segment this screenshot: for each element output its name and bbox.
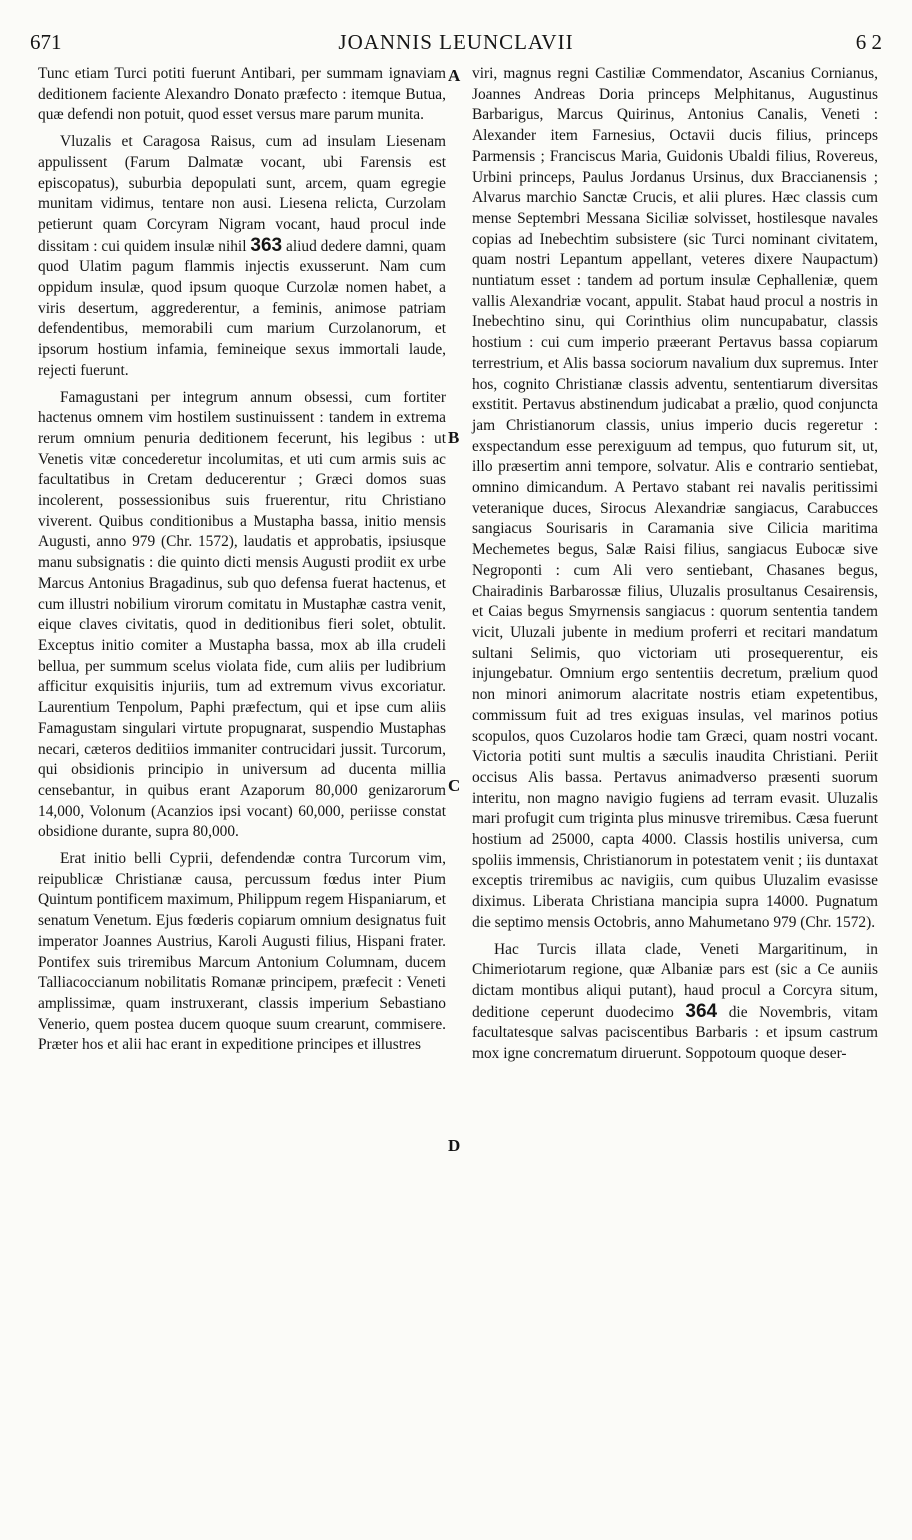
marginal-number-364: 364: [685, 1000, 718, 1022]
running-title: JOANNIS LEUNCLAVII: [338, 30, 574, 54]
paragraph-text: Hac Turcis illata clade, Veneti Margaritinum, in Chimeriotarum regione, quæ Albaniæ pars est (sic a Ce auniis dictam montibus aliqui putant), haud procul a Corcyra situm, deditione ceperunt duodecimo: [472, 940, 878, 1021]
paragraph-viri: viri, magnus regni Castiliæ Commendator, Ascanius Cornianus, Joannes Andreas Doria princeps Melphitanus, Augustinus Barbarigus, Marcus Quirinus, Antonius Canalis, Veneti : Alexander item Farnesius, Octavii ducis filius, princeps Parmensis ; Franciscus Maria, Guidonis Ubaldi filius, Rovereus, Urbini princeps, Paulus Jordanus Ursinus, dux Braccianensis ; Alvarus marchio Sanctæ Crucis, et alii plures. Hæc classis cum mense Septembri Messana Siciliæ solvisset, hostilesque navales copias ad Inebechtim subsistere (sic Turci nominant civitatem, quam nostri Lepantum appellant, veteres dixere Naupactum) nuntiatum esset : tandem ad portum insulæ Cephalleniæ, quem vallis Alexandriæ vocant, appulit. Stabat haud procul a nostris in Inebechtino sinu, qui Corinthius olim nuncupabatur, classis hostium : cui cum imperio præerant Pertavus bassa copiarum terrestrium, et Alis bassa sociorum navalium dux supremus. Inter hos, cognito Christianæ classis adventu, sententiarum diversitas exstitit. Pertavus abstinendum judicabat a prælio, quod conjuncta jam Christianorum classis, unius imperio ducis regeretur : exspectandum esse perexiguum ad tempus, quo futurum sit, ut, illo præsertim anni tempore, solvatur. Alis e contrario sentiebat, omnino dimicandum. A Pertavo stabant rei navalis peritissimi veteranique duces, Sirocus Alexandriæ sangiacus, Carabucces sangiacus Sourisaris in Caramania sive Cilicia maritima Mechemetes begus, Salæ Raisi filius, sangiacus Eubocæ sive Negroponti : cum Ali vero sentiebant, Chasanes begus, Chairadinis Barbarossæ filius, Uluzalis prosultanus Cesairensis, et Caias begus Smyrnensis sangiacus : quorum sententia tandem vicit, Uluzali jubente in medium proferri et recitari mandatum sultani Selimis, quo victoriam uti prosequerentur, eis injungebatur. Omnium ergo sententiis decretum, prælium quod non minori animorum alacritate nostris etiam expetentibus, commissum fuit ad tres exiguas insulas, vel marinos potius scopulos, quos Cuzolaros hodie tam Græci, quam nostri vocant. Victoria potiti sunt multis a sæculis inaudita Christiani. Periit occisus Alis bassa. Pertavus animadverso præsenti suorum interitu, non magno navigio fugiens ad terram evasit. Uluzalis mari profugit cum triginta plus minusve triremibus. Cæsa fuerunt hostium ad 25000, capta 4000. Classis hostilis universa, cum spoliis immensis, Christianorum in potestatem venit ; iis duntaxat exceptis triremibus ac navigiis, cum quibus Uluzalim evasisse diximus. Liberata Christiana mancipia supra 14000. Pugnatum die septimo mensis Octobris, anno Mahumetano 979 (Chr. 1572).: [472, 65, 878, 931]
right-column: [472, 64, 878, 1065]
margin-letter-c: C: [448, 776, 461, 795]
paragraph-text: die Novembris, vitam facultatesque salvas paciscentibus Barbaris : et ipsum castrum mox igne concrematum diruerunt. Soppotoum quoque deser-: [472, 1003, 878, 1063]
paragraph-foedus: Erat initio belli Cyprii, defendendæ contra Turcorum vim, reipublicæ Christianæ causa, percussum fœdus inter Pium Quintum pontificem maximum, Philippum regem Hispaniarum, et senatum Venetum. Ejus fœderis copiarum omnium designatus fuit imperator Joannes Austrius, Karoli Augusti filius, Hispani frater. Pontifex suis triremibus Marcum Antonium Columnam, ducem Talliacoccianum nobilitatis Romanæ principem, præfecit : Veneti amplissimæ, quam instruxerant, classis imperium Sebastiano Venerio, quem postea ducem quoque suum crearunt, commisere. Præter hos et alii hac erant in expeditione principes et illustres: [38, 850, 446, 1054]
running-header: [30, 30, 882, 58]
page-number-left: 671: [30, 30, 62, 54]
paragraph-margaritinum: [472, 940, 878, 1065]
paragraph-text: Vluzalis et Caragosa Raisus, cum ad insulam Liesenam appulissent (Farum Dalmatæ vocant, ubi Farensis est episcopatus), suburbia depopulati sunt, arcem, quam egregie munitam vidimus, tentare non ausi. Liesena relicta, Curzolam petierunt quam Corcyram Nigram vocant, haud procul inde dissitam : cui quidem insulæ nihil: [38, 133, 446, 255]
margin-letter-d: D: [448, 1136, 461, 1155]
marginal-number-363: 363: [250, 234, 283, 256]
margin-letter-a: A: [448, 66, 461, 85]
paragraph-antibari: Tunc etiam Turci potiti fuerunt Antibari, per summam ignaviam deditionem faciente Alexandro Donato præfecto : itemque Butua, quæ defendi non potuit, quod esset versus mare parum munita.: [38, 65, 446, 124]
paragraph-famagustani: Famagustani per integrum annum obsessi, cum fortiter hactenus omnem vim hostilem sustinuissent : tandem in extrema rerum omnium penuria deditionem fecerunt, his legibus : ut Venetis vitæ concederetur incolumitas, et uti cum armis suis ac facultatibus in Cretam deducerentur ; Græci domos suas incolerent, possessionibus suis fruerentur, ritu Christiano viverent. Quibus conditionibus a Mustapha bassa, initio mensis Augusti, anno 979 (Chr. 1572), laudatis et approbatis, ipsiusque manu subsignatis : die quinto dicti mensis Augusti prodiit ex urbe Marcus Antonius Bragadinus, sub quo defensa fuerat hactenus, et cum illustri nobilium virorum comitatu in Mustaphæ castra venit, eique claves civitatis, quod in deditionibus fieri solet, obtulit. Exceptus initio comiter a Mustapha bassa, mox ab illa crudeli bellua, per summum scelus violata fide, cum aliis per ludibrium afficitur exquisitis injuriis, tum ad extremum vivus excoriatur. Laurentium Tenpolum, Paphi præfectum, qui et ipse cum aliis Famagustam singulari virtute propugnarat, suspendio Mustaphas necari, cæteros deditiios immaniter contrucidari jussit. Turcorum, qui obsidionis principio in universum ad ducenta millia censebantur, in quibus erant Azaporum 80,000 genizarorum 14,000, Volonum (Acanzios ipsi vocant) 60,000, periisse constat obsidione durante, supra 80,000.: [38, 388, 446, 841]
page-number-right: 6 2: [855, 30, 882, 54]
margin-letter-b: B: [448, 428, 460, 447]
left-column: [38, 64, 446, 1056]
paragraph-text: aliud dedere damni, quam quod Ulatim pagum flammis injectis exusserunt. Nam cum oppidum insulæ, quod ipsum quoque Curzolæ nomen habet, a viris desertum, aggrederentur, a feminis, animose patriam defendentibus, memorabili cum marium Curzolanorum, et ipsorum hostium infamia, femineique sexus immortali laude, rejecti fuerunt.: [38, 237, 446, 379]
paragraph-vluzalis: [38, 132, 446, 381]
